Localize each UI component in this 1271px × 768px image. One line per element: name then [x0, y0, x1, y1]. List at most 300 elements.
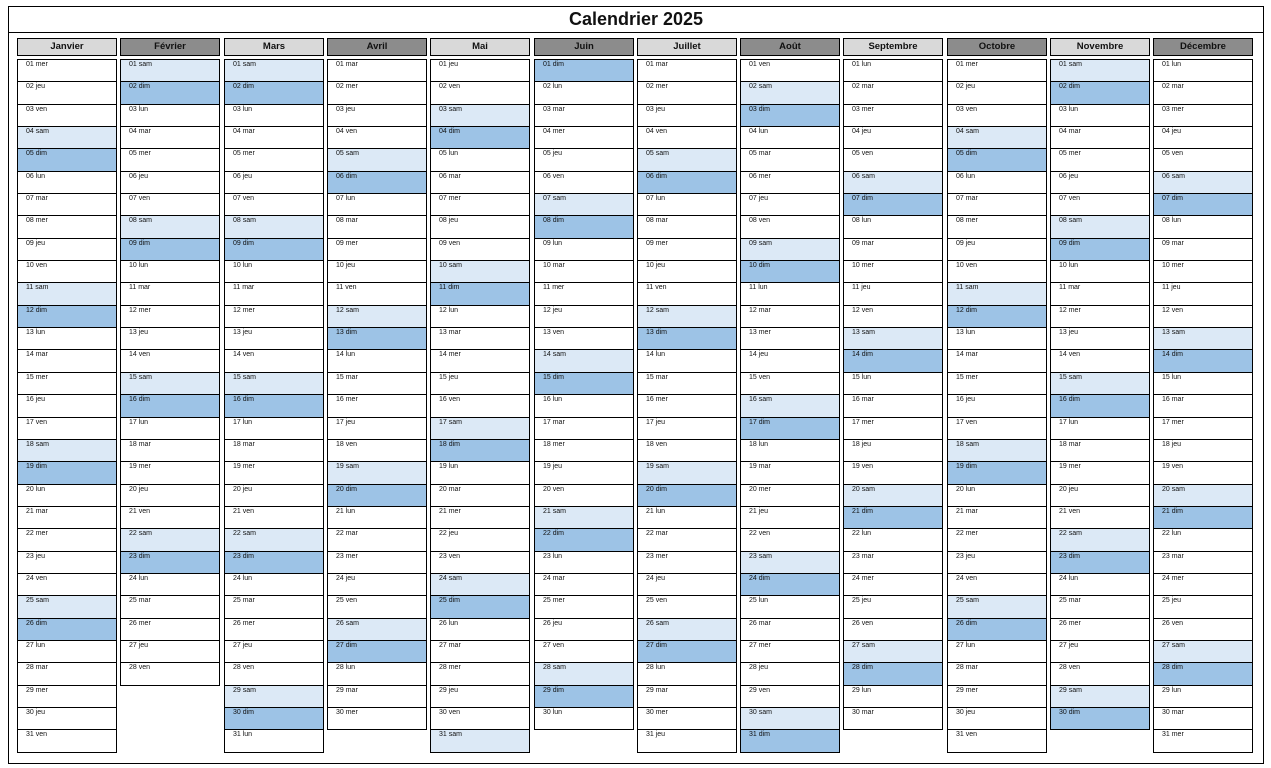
month-column [947, 38, 1047, 753]
day-label: 12 ven [1162, 306, 1184, 314]
day-label: 21 dim [1162, 507, 1184, 515]
day-label: 08 lun [852, 217, 872, 225]
day-label: 26 jeu [543, 619, 563, 627]
day-cell [328, 216, 426, 238]
day-cell [741, 373, 839, 395]
day-cell [1154, 552, 1252, 574]
day-cell [741, 82, 839, 104]
day-cell [1154, 127, 1252, 149]
day-cell [535, 507, 633, 529]
day-label: 22 sam [1059, 530, 1082, 538]
day-cell [328, 283, 426, 305]
day-cell [948, 552, 1046, 574]
day-label: 05 dim [956, 150, 978, 158]
day-cell [431, 172, 529, 194]
day-cell [741, 194, 839, 216]
day-label: 13 jeu [233, 329, 253, 337]
day-cell [535, 194, 633, 216]
day-cell [948, 60, 1046, 82]
day-label: 07 dim [852, 195, 874, 203]
day-cell [948, 328, 1046, 350]
day-cell [844, 708, 942, 730]
day-label: 04 ven [646, 128, 668, 136]
day-cell [1154, 306, 1252, 328]
day-label: 23 dim [233, 552, 255, 560]
day-cell [18, 641, 116, 663]
day-cell [638, 552, 736, 574]
day-label: 12 jeu [543, 306, 563, 314]
day-cell [431, 663, 529, 685]
day-label: 20 mer [749, 485, 771, 493]
day-label: 10 mar [543, 262, 565, 270]
day-label: 01 mar [646, 61, 668, 68]
day-label: 06 jeu [129, 172, 149, 180]
day-label: 08 mer [956, 217, 978, 225]
day-label: 26 ven [1162, 619, 1184, 627]
day-label: 16 mer [336, 396, 358, 404]
day-label: 05 jeu [543, 150, 563, 158]
day-label: 14 lun [336, 351, 356, 359]
day-label: 21 ven [233, 507, 255, 515]
day-cell [535, 552, 633, 574]
day-label: 04 dim [439, 128, 461, 136]
day-cell [948, 395, 1046, 417]
day-cell [1154, 596, 1252, 618]
day-cell [1051, 462, 1149, 484]
day-cell [535, 216, 633, 238]
day-cell [18, 82, 116, 104]
month-column [740, 38, 840, 753]
day-cell [948, 529, 1046, 551]
day-label: 21 ven [1059, 507, 1081, 515]
day-cell [328, 552, 426, 574]
day-cell [121, 552, 219, 574]
day-cell [638, 730, 736, 752]
day-label: 09 sam [749, 239, 772, 247]
day-label: 03 ven [26, 105, 48, 113]
day-cell [1154, 82, 1252, 104]
day-cell [18, 507, 116, 529]
day-cell [638, 239, 736, 261]
day-cell [1051, 283, 1149, 305]
day-label: 19 dim [26, 463, 48, 471]
day-cell [948, 261, 1046, 283]
day-label: 25 ven [646, 597, 668, 605]
day-label: 17 lun [129, 418, 149, 426]
day-cell [948, 216, 1046, 238]
day-label: 25 mer [543, 597, 565, 605]
day-label: 31 jeu [646, 731, 666, 739]
day-label: 29 lun [1162, 686, 1182, 694]
day-cell [638, 395, 736, 417]
day-label: 21 mar [26, 507, 48, 515]
day-label: 08 sam [233, 217, 256, 225]
day-label: 25 mar [129, 597, 151, 605]
day-label: 03 sam [439, 105, 462, 113]
day-label: 06 jeu [1059, 172, 1079, 180]
day-label: 03 mer [852, 105, 874, 113]
day-cell [844, 172, 942, 194]
day-label: 14 lun [646, 351, 666, 359]
day-cell [1154, 663, 1252, 685]
day-cell [1154, 440, 1252, 462]
day-label: 22 sam [129, 530, 152, 538]
month-column [120, 38, 220, 686]
day-label: 25 sam [26, 597, 49, 605]
day-cell [328, 574, 426, 596]
day-cell [225, 730, 323, 752]
day-list [740, 59, 840, 753]
day-cell [121, 462, 219, 484]
day-label: 11 mer [543, 284, 565, 292]
day-label: 28 ven [233, 664, 255, 672]
day-cell [328, 328, 426, 350]
day-label: 02 jeu [956, 83, 976, 91]
day-label: 01 mer [956, 61, 978, 68]
month-column [430, 38, 530, 753]
day-label: 20 dim [646, 485, 668, 493]
day-label: 07 ven [233, 195, 255, 203]
day-label: 31 ven [956, 731, 978, 739]
day-cell [844, 373, 942, 395]
day-cell [225, 350, 323, 372]
day-label: 07 jeu [749, 195, 769, 203]
day-label: 12 sam [646, 306, 669, 314]
day-cell [18, 261, 116, 283]
day-label: 21 ven [129, 507, 151, 515]
day-cell [948, 306, 1046, 328]
day-label: 28 mer [439, 664, 461, 672]
day-label: 06 mar [439, 172, 461, 180]
day-cell [1051, 105, 1149, 127]
day-cell [638, 440, 736, 462]
day-label: 09 jeu [956, 239, 976, 247]
day-label: 05 mer [129, 150, 151, 158]
day-label: 10 mer [852, 262, 874, 270]
day-label: 15 sam [129, 373, 152, 381]
day-label: 23 jeu [26, 552, 46, 560]
day-label: 26 sam [336, 619, 359, 627]
day-cell [328, 686, 426, 708]
day-cell [18, 306, 116, 328]
day-label: 27 ven [543, 641, 565, 649]
day-cell [18, 440, 116, 462]
day-label: 28 dim [852, 664, 874, 672]
day-label: 24 ven [956, 574, 978, 582]
day-label: 06 ven [543, 172, 565, 180]
day-cell [844, 60, 942, 82]
day-label: 05 sam [646, 150, 669, 158]
day-cell [948, 418, 1046, 440]
day-cell [844, 529, 942, 551]
day-label: 04 jeu [1162, 128, 1182, 136]
day-cell [328, 60, 426, 82]
day-cell [844, 261, 942, 283]
day-label: 26 dim [956, 619, 978, 627]
day-list [224, 59, 324, 753]
day-cell [431, 485, 529, 507]
day-cell [431, 462, 529, 484]
day-label: 02 mar [852, 83, 874, 91]
day-cell [844, 418, 942, 440]
day-label: 05 mar [749, 150, 771, 158]
day-label: 20 jeu [233, 485, 253, 493]
day-list [430, 59, 530, 753]
day-label: 18 dim [439, 440, 461, 448]
day-cell [1051, 239, 1149, 261]
day-label: 08 dim [543, 217, 565, 225]
day-label: 09 ven [439, 239, 461, 247]
day-cell [844, 105, 942, 127]
day-cell [844, 216, 942, 238]
day-cell [431, 552, 529, 574]
day-cell [638, 328, 736, 350]
day-label: 10 jeu [336, 262, 356, 270]
day-cell [948, 708, 1046, 730]
day-label: 01 sam [1059, 61, 1082, 68]
day-cell [535, 708, 633, 730]
day-label: 30 jeu [26, 708, 46, 716]
month-header: Décembre [1153, 38, 1253, 56]
day-cell [741, 641, 839, 663]
day-cell [225, 619, 323, 641]
day-label: 22 dim [543, 530, 565, 538]
day-cell [1154, 395, 1252, 417]
day-cell [741, 239, 839, 261]
calendar-title: Calendrier 2025 [8, 6, 1264, 33]
day-label: 25 jeu [852, 597, 872, 605]
day-label: 11 lun [749, 284, 768, 292]
day-label: 11 mar [129, 284, 151, 292]
day-label: 07 lun [646, 195, 666, 203]
day-label: 09 lun [543, 239, 563, 247]
day-label: 15 mer [956, 373, 978, 381]
day-label: 25 sam [956, 597, 979, 605]
day-label: 13 dim [646, 329, 668, 337]
day-cell [328, 194, 426, 216]
day-cell [225, 60, 323, 82]
day-cell [638, 529, 736, 551]
day-label: 23 sam [749, 552, 772, 560]
day-label: 10 jeu [646, 262, 666, 270]
day-cell [638, 127, 736, 149]
day-label: 18 jeu [1162, 440, 1182, 448]
day-cell [844, 686, 942, 708]
day-label: 30 mar [852, 708, 874, 716]
day-cell [1154, 686, 1252, 708]
day-cell [638, 418, 736, 440]
day-cell [431, 261, 529, 283]
day-label: 06 sam [1162, 172, 1185, 180]
day-cell [844, 82, 942, 104]
day-label: 24 lun [129, 574, 149, 582]
month-column [637, 38, 737, 753]
day-label: 07 ven [129, 195, 151, 203]
day-cell [225, 194, 323, 216]
day-label: 28 dim [1162, 664, 1184, 672]
day-cell [431, 127, 529, 149]
day-label: 20 sam [1162, 485, 1185, 493]
day-label: 28 sam [543, 664, 566, 672]
day-cell [328, 172, 426, 194]
day-label: 13 lun [956, 329, 976, 337]
day-label: 30 mer [646, 708, 668, 716]
day-label: 01 mer [26, 61, 48, 68]
month-header: Septembre [843, 38, 943, 56]
day-label: 11 mar [1059, 284, 1081, 292]
day-cell [431, 60, 529, 82]
day-cell [328, 127, 426, 149]
day-cell [741, 418, 839, 440]
day-cell [431, 708, 529, 730]
day-label: 30 mer [336, 708, 358, 716]
day-label: 24 dim [749, 574, 771, 582]
day-label: 12 mer [129, 306, 151, 314]
day-cell [1051, 619, 1149, 641]
day-label: 28 jeu [749, 664, 769, 672]
day-cell [121, 619, 219, 641]
day-label: 04 jeu [852, 128, 872, 136]
day-label: 09 dim [233, 239, 255, 247]
day-cell [948, 574, 1046, 596]
day-label: 19 dim [956, 463, 978, 471]
day-list [120, 59, 220, 686]
day-cell [638, 283, 736, 305]
day-cell [121, 172, 219, 194]
day-cell [741, 529, 839, 551]
day-label: 18 ven [646, 440, 668, 448]
day-cell [535, 596, 633, 618]
day-cell [535, 641, 633, 663]
day-label: 01 sam [233, 61, 256, 68]
day-cell [328, 708, 426, 730]
day-label: 20 ven [543, 485, 565, 493]
day-label: 05 dim [26, 150, 48, 158]
day-cell [844, 596, 942, 618]
day-cell [18, 149, 116, 171]
day-label: 11 ven [336, 284, 357, 292]
day-cell [948, 239, 1046, 261]
day-label: 21 sam [543, 507, 566, 515]
day-label: 20 dim [336, 485, 358, 493]
day-cell [18, 552, 116, 574]
day-label: 24 sam [439, 574, 462, 582]
day-label: 20 jeu [129, 485, 149, 493]
day-cell [741, 261, 839, 283]
day-cell [18, 60, 116, 82]
day-label: 18 lun [749, 440, 769, 448]
day-label: 15 lun [852, 373, 872, 381]
day-label: 29 sam [233, 686, 256, 694]
day-label: 18 sam [956, 440, 979, 448]
day-label: 15 jeu [439, 373, 459, 381]
day-label: 05 lun [439, 150, 459, 158]
day-label: 14 sam [543, 351, 566, 359]
day-label: 07 dim [1162, 195, 1184, 203]
day-cell [844, 149, 942, 171]
day-cell [535, 82, 633, 104]
day-label: 16 dim [129, 396, 151, 404]
day-label: 24 lun [1059, 574, 1079, 582]
day-cell [535, 239, 633, 261]
day-cell [225, 105, 323, 127]
day-label: 18 mar [233, 440, 255, 448]
day-label: 13 sam [852, 329, 875, 337]
day-label: 17 jeu [336, 418, 356, 426]
day-cell [121, 239, 219, 261]
day-cell [948, 641, 1046, 663]
day-cell [638, 641, 736, 663]
day-cell [844, 395, 942, 417]
month-column [224, 38, 324, 753]
day-cell [328, 306, 426, 328]
day-label: 13 ven [543, 329, 565, 337]
day-cell [948, 350, 1046, 372]
day-cell [948, 127, 1046, 149]
day-cell [1051, 149, 1149, 171]
month-header: Mai [430, 38, 530, 56]
day-label: 12 dim [956, 306, 978, 314]
month-header: Janvier [17, 38, 117, 56]
day-label: 19 ven [1162, 463, 1184, 471]
month-header: Mars [224, 38, 324, 56]
day-cell [225, 596, 323, 618]
day-cell [535, 462, 633, 484]
day-cell [1154, 641, 1252, 663]
day-label: 04 sam [26, 128, 49, 136]
day-label: 12 mer [1059, 306, 1081, 314]
day-cell [225, 239, 323, 261]
day-cell [18, 596, 116, 618]
day-cell [948, 194, 1046, 216]
day-list [843, 59, 943, 730]
day-label: 13 jeu [1059, 329, 1079, 337]
day-label: 03 lun [233, 105, 253, 113]
day-cell [225, 574, 323, 596]
day-cell [121, 194, 219, 216]
day-cell [535, 440, 633, 462]
day-cell [431, 440, 529, 462]
day-label: 21 lun [336, 507, 356, 515]
day-label: 28 mar [26, 664, 48, 672]
day-label: 24 lun [233, 574, 253, 582]
day-label: 17 sam [439, 418, 462, 426]
day-label: 10 lun [129, 262, 149, 270]
day-cell [535, 418, 633, 440]
day-cell [328, 619, 426, 641]
day-cell [535, 529, 633, 551]
day-cell [1154, 708, 1252, 730]
day-cell [328, 239, 426, 261]
day-cell [535, 395, 633, 417]
day-label: 18 mar [129, 440, 151, 448]
day-label: 04 mar [233, 128, 255, 136]
day-cell [638, 172, 736, 194]
day-cell [121, 149, 219, 171]
day-label: 29 mar [336, 686, 358, 694]
day-label: 27 dim [646, 641, 668, 649]
day-cell [328, 485, 426, 507]
month-column [1153, 38, 1253, 753]
day-label: 05 mer [1059, 150, 1081, 158]
day-label: 12 dim [26, 306, 48, 314]
day-label: 15 mar [646, 373, 668, 381]
day-label: 13 jeu [129, 329, 149, 337]
day-cell [638, 194, 736, 216]
day-label: 20 jeu [1059, 485, 1079, 493]
day-cell [121, 261, 219, 283]
month-header: Février [120, 38, 220, 56]
